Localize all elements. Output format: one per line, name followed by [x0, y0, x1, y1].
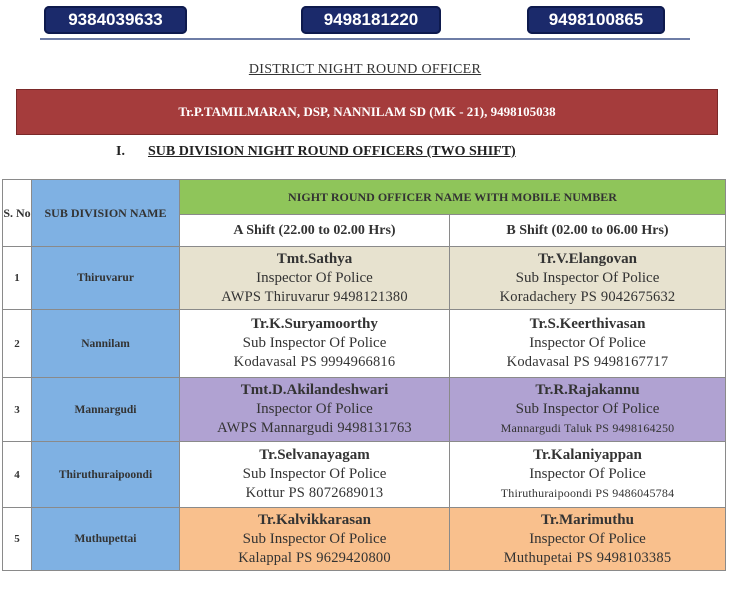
- shift-a-officer: [180, 247, 450, 310]
- officer-rank: Sub Inspector Of Police: [242, 530, 387, 547]
- header-officer-group: NIGHT ROUND OFFICER NAME WITH MOBILE NUMBER: [180, 180, 726, 215]
- officer-name: Tr.Selvanayagam: [259, 447, 370, 463]
- district-title: DISTRICT NIGHT ROUND OFFICER: [248, 62, 482, 77]
- officer-rank: Inspector Of Police: [529, 466, 646, 482]
- section-title: SUB DIVISION NIGHT ROUND OFFICERS (TWO SHIFT): [148, 144, 516, 159]
- row-sno: 4: [3, 442, 32, 508]
- row-subdivision: Nannilam: [32, 310, 180, 378]
- officer-station: Kodavasal PS 9498167717: [506, 354, 669, 370]
- header-shift-a: A Shift (22.00 to 02.00 Hrs): [180, 215, 450, 247]
- table-row: [3, 442, 726, 508]
- officer-station: Kalappal PS 9629420800: [238, 549, 391, 566]
- officer-name: Tr.Kalaniyappan: [533, 447, 642, 463]
- row-sno: 5: [3, 508, 32, 571]
- officer-name: Tmt.D.Akilandeshwari: [240, 382, 389, 398]
- shift-b-officer: [450, 310, 726, 378]
- row-subdivision: Mannargudi: [32, 378, 180, 442]
- officer-name: Tr.V.Elangovan: [538, 250, 637, 267]
- section-heading: [116, 144, 516, 160]
- row-sno: 3: [3, 378, 32, 442]
- officer-rank: Sub Inspector Of Police: [515, 269, 660, 286]
- officer-rank: Sub Inspector Of Police: [242, 466, 387, 482]
- section-number: I.: [116, 144, 125, 159]
- header-shift-b: B Shift (02.00 to 06.00 Hrs): [450, 215, 726, 247]
- divider: [40, 38, 690, 40]
- header-subdivision: SUB DIVISION NAME: [32, 180, 180, 247]
- shift-a-officer: [180, 508, 450, 571]
- table-row: [3, 508, 726, 571]
- officer-station: AWPS Thiruvarur 9498121380: [221, 288, 408, 305]
- phone-number-row: [0, 6, 730, 36]
- night-round-table: [2, 179, 726, 571]
- shift-b-officer: [450, 247, 726, 310]
- officer-rank: Inspector Of Police: [529, 530, 646, 547]
- row-sno: 1: [3, 247, 32, 310]
- row-subdivision: Thiruvarur: [32, 247, 180, 310]
- row-sno: 2: [3, 310, 32, 378]
- officer-name: Tr.S.Keerthivasan: [529, 316, 646, 332]
- phone-badge: 9498100865: [527, 6, 665, 34]
- officer-rank: Inspector Of Police: [529, 335, 646, 351]
- officer-name: Tr.Kalvikkarasan: [258, 511, 371, 528]
- shift-b-officer: [450, 508, 726, 571]
- officer-station: Mannargudi Taluk PS 9498164250: [500, 421, 675, 435]
- officer-rank: Inspector Of Police: [256, 401, 373, 417]
- officer-name: Tr.R.Rajakannu: [535, 382, 640, 398]
- row-subdivision: Thiruthuraipoondi: [32, 442, 180, 508]
- shift-b-officer: [450, 378, 726, 442]
- officer-station: Koradachery PS 9042675632: [499, 288, 676, 305]
- shift-b-officer: [450, 442, 726, 508]
- row-subdivision: Muthupettai: [32, 508, 180, 571]
- table-row: [3, 247, 726, 310]
- officer-name: Tr.K.Suryamoorthy: [251, 316, 378, 332]
- officer-name: Tmt.Sathya: [276, 250, 353, 267]
- officer-rank: Sub Inspector Of Police: [242, 335, 387, 351]
- district-officer-banner: Tr.P.TAMILMARAN, DSP, NANNILAM SD (MK - 21), 9498105038: [16, 89, 718, 135]
- officer-rank: Sub Inspector Of Police: [515, 401, 660, 417]
- table-row: [3, 378, 726, 442]
- header-sno: S. No: [3, 180, 32, 247]
- officer-station: Thiruthuraipoondi PS 9486045784: [500, 486, 675, 500]
- officer-station: AWPS Mannargudi 9498131763: [217, 420, 412, 436]
- officer-station: Muthupetai PS 9498103385: [503, 549, 672, 566]
- phone-badge: 9384039633: [44, 6, 187, 34]
- officer-station: Kodavasal PS 9994966816: [233, 354, 396, 370]
- table-row: [3, 310, 726, 378]
- shift-a-officer: [180, 442, 450, 508]
- officer-rank: Inspector Of Police: [256, 269, 373, 286]
- shift-a-officer: [180, 378, 450, 442]
- phone-badge: 9498181220: [301, 6, 441, 34]
- officer-name: Tr.Marimuthu: [541, 511, 634, 528]
- officer-station: Kottur PS 8072689013: [245, 485, 384, 501]
- shift-a-officer: [180, 310, 450, 378]
